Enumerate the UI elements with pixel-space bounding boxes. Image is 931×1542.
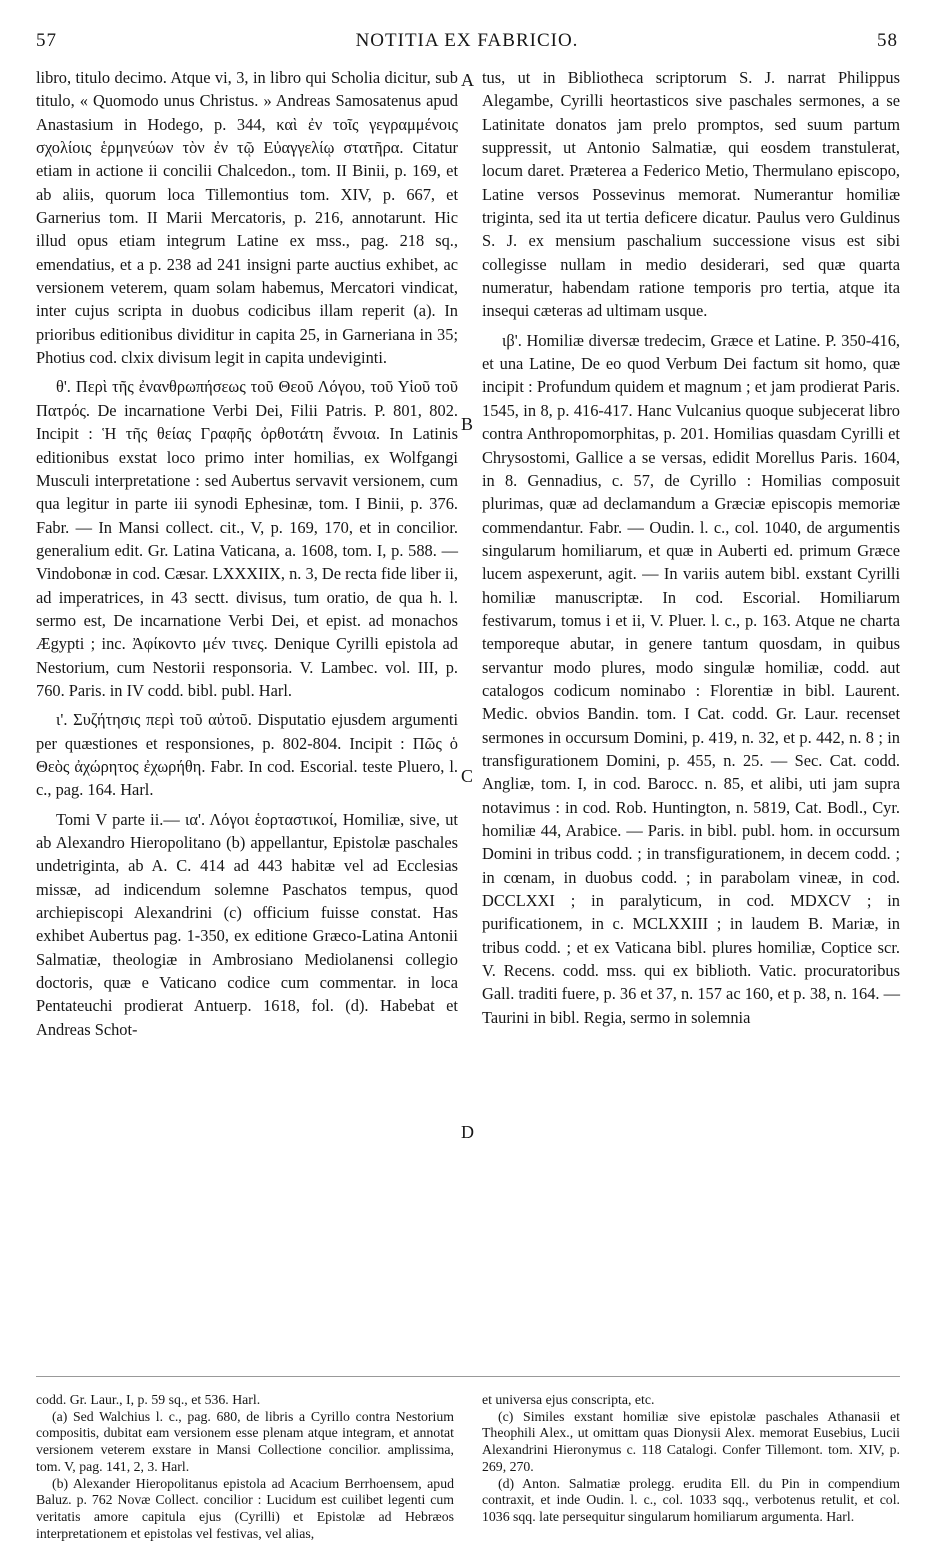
footnote: (b) Alexander Hieropolitanus epistola ad Acacium Berrhoensem, apud Baluz. p. 762 Novæ Collect. concilior : Lucidum est cuilibet legenti cum veritatis amore capitula ejus (Cyrilli) et Epistolæ ad Hebræos interpretationem et epistolas vel festivas, vel alias,	[36, 1475, 454, 1541]
footnote: codd. Gr. Laur., I, p. 59 sq., et 536. Harl.	[36, 1392, 261, 1407]
footnotes-left	[36, 1392, 454, 1541]
margin-letter: C	[461, 766, 474, 786]
margin-letter: B	[461, 414, 474, 434]
margin-letter: D	[461, 1122, 474, 1142]
left-column	[36, 66, 458, 1346]
paragraph: tus, ut in Bibliotheca scriptorum S. J. narrat Philippus Alegambe, Cyrilli heortasticos sive paschales sermones, a se Latinitate donatos jam prelo promptos, sed suum partum suppressit, ut Antonio Salmatiæ, qui eosdem transtulerat, locum daret. Præterea a Federico Metio, Thermulano episcopo, Latine versos Possevinus memorat. Numerantur homiliæ triginta, sed ita ut tertia deficere dicatur. Paulus vero Guldinus S. J. ex mensium paschalium successione visus est sibi collegisse nullam in medio desiderari, sed quæ quarta numeratur, habendam ratione temporis pro tertia, atque ita insequi cæteras ad ultimam usque.	[482, 68, 900, 321]
footnote: (a) Sed Walchius l. c., pag. 680, de libris a Cyrillo contra Nestorium compositis, dubitat eam versionem esse plenam atque integram, et annotat versionem veterem exstare in Mansi Collectione concilior. amplissima, tom. V, pag. 141, 2, 3. Harl.	[36, 1408, 454, 1474]
right-column	[482, 66, 900, 1346]
paragraph: ιβ'. Homiliæ diversæ tredecim, Græce et Latine. P. 350-416, et una Latine, De eo quod Verbum Dei factum sit homo, quæ incipit : Profundum quidem et magnum ; et jam prodierat Paris. 1545, in 8, p. 416-417. Hanc Vulcanius quoque subjecerat libro contra Anthropomorphitas, p. 201. Homilias quasdam Cyrilli et Chrysostomi, Gallice a se versas, edidit Morellus Paris. 1604, in 8. Gennadius, c. 57, de Cyrillo : Homilias composuit plurimas, quæ ad declamandum a Græciæ episcopis memoriæ commendantur. Fabr. — Oudin. l. c., col. 1040, de argumentis singularum homiliarum, et quæ in Auberti ed. primum Græce lucem aspexerunt, agit. — In variis autem bibl. exstant Cyrilli homiliæ manuscriptæ. In cod. Escorial. Homiliarum festivarum, tomus i et ii, V. Pluer. l. c., p. 163. Atque ne charta temporeque abutar, in genere tantum quosdam, in quibus servantur modo plures, modo singulæ homiliæ, codd. aut catalogos codicum nominabo : Florentiæ in bibl. Laurent. Medic. obvios Bandin. tom. I Cat. codd. Gr. Laur. recenset sermones in occursum Domini, p. 419, n. 32, et p. 442, n. 8 ; in transfigurationem Domini, p. 455, n. 25. — Sec. Cat. codd. Angliæ, tom. I, in cod. Barocc. n. 85, et alibi, uti jam supra notavimus : in cod. Rob. Huntington, n. 5819, Cat. Bodl., Cyr. homiliæ 44, Arabice. — Paris. in bibl. publ. hom. in occursum Domini in tribus codd. ; in transfigurationem, in decem codd. ; in cœnam, in duobus codd. ; in parabolam vineæ, in cod. DCCLXXI ; in paralyticum, in cod. MDXCV ; in purificationem, in c. MCLXXIII ; in laudem B. Mariæ, in tribus codd. ; et ex Vaticana bibl. plures homiliæ, Coptice scr. V. Recens. codd. mss. qui ex biblioth. Vatic. procuratoribus Gall. traditi fuere, p. 36 et 37, n. 157 ac 160, et p. 38, n. 164. — Taurini in bibl. Regia, sermo in solemnia	[482, 330, 900, 1027]
running-title: NOTITIA EX FABRICIO.	[355, 30, 579, 51]
page-header	[36, 30, 898, 60]
paragraph: Tomi V parte ii.— ια'. Λόγοι ἑορταστικοί, Homiliæ, sive, ut ab Alexandro Hieropolitano (b) appellantur, Epistolæ paschales undetriginta, ab A. C. 414 ad 443 habitæ vel ad Ecclesias missæ, ad indicendum solemne Paschatos tempus, quod archiepiscopi Alexandrini (c) officium fuisse constat. Has exhibet Aubertus pag. 1-350, ex editione Græco-Latina Antonii Salmatiæ, theologiæ in Ambrosiano Mediolanensi collegio doctoris, quæ e Vaticano codice cum commentar. in loca Pentateuchi prodierat Antuerp. 1618, fol. (d). Habebat et Andreas Schot-	[36, 809, 458, 1039]
paragraph: θ'. Περὶ τῆς ἐνανθρωπήσεως τοῦ Θεοῦ Λόγου, τοῦ Υἱοῦ τοῦ Πατρός. De incarnatione Verbi Dei, Filii Patris. P. 801, 802. Incipit : Ἡ τῆς θείας Γραφῆς ὀρθοτάτη ἔννοια. In Latinis editionibus exstat loco primo inter homilias, ex Wolfgangi Musculi interpretatione : sed Aubertus servavit versionem, cum qua legitur in parte iii synodi Ephesinæ, tom. I Binii, p. 376. Fabr. — In Mansi collect. cit., V, p. 169, 170, et in concilior. generalium edit. Gr. Latina Vaticana, a. 1608, tom. I, p. 588. — Vindobonæ in cod. Cæsar. LXXXIIX, n. 3, De recta fide liber ii, ad imperatrices, in 43 sectt. divisus, tum oratio, de qua h. l. sermo est, De incarnatione Verbi Dei, et epist. ad monachos Ægypti ; inc. Ἀφίκοντο μέν τινες. Denique Cyrilli epistola ad Nestorium, cum Nestorii responsoria. V. Lambec. vol. III, p. 760. Paris. in IV codd. bibl. publ. Harl.	[36, 377, 458, 700]
footnote: et universa ejus conscripta, etc.	[482, 1392, 655, 1407]
footnotes-right	[482, 1392, 900, 1532]
paragraph: ι'. Συζήτησις περὶ τοῦ αὐτοῦ. Disputatio ejusdem argumenti per quæstiones et responsiones, p. 802-804. Incipit : Πῶς ὁ Θεὸς ἀχώρητος ἐχωρήθη. Fabr. In cod. Escorial. teste Pluero, l. c., pag. 164. Harl.	[36, 710, 458, 800]
margin-letter: A	[461, 70, 474, 90]
page-number-left: 57	[36, 30, 57, 51]
footnote: (d) Anton. Salmatiæ prolegg. erudita Ell. du Pin in compendium contraxit, et inde Oudin. l. c., col. 1033 sqq., verbotenus retulit, et col. 1036 sqq. late persequitur singularum homiliarum argumenta. Harl.	[482, 1475, 900, 1524]
page-number-right: 58	[877, 30, 898, 51]
footnote-divider	[36, 1376, 900, 1377]
paragraph: libro, titulo decimo. Atque vi, 3, in libro qui Scholia dicitur, sub titulo, « Quomodo unus Christus. » Andreas Samosatenus apud Anastasium in Hodego, p. 344, καὶ ἐν τοῖς γεγραμμένοις σχολίοις ἑρμηνεύων τὸν ἐν τῷ Εὐαγγελίῳ στατῆρα. Citatur etiam in actione ii concilii Chalcedon., tom. II Binii, p. 169, et ab aliis, quorum loca Tillemontius tom. XIV, p. 667, et Garnerius tom. II Marii Mercatoris, p. 216, annotarunt. Hic illud opus etiam integrum Latine ex mss., pag. 218 sq., emendatius, et a p. 238 ad 241 insigni parte auctius exhibet, ac versionem veterem, quam solam habemus, Mercatori vindicat, inter cujus scripta in duobus codicibus illam reperit (a). In prioribus editionibus dividitur in capita 25, in Garneriana in 35; Photius cod. clxix divisum legit in capita undeviginti.	[36, 68, 458, 368]
footnote: (c) Similes exstant homiliæ sive epistolæ paschales Athanasii et Theophili Alex., ut omittam quas Dionysii Alex. memorat Eusebius, Lucii Alexandrini Hieronymus c. 118 Catalogi. Confer Tillemont. tom. XIV, p. 269, 270.	[482, 1408, 900, 1474]
